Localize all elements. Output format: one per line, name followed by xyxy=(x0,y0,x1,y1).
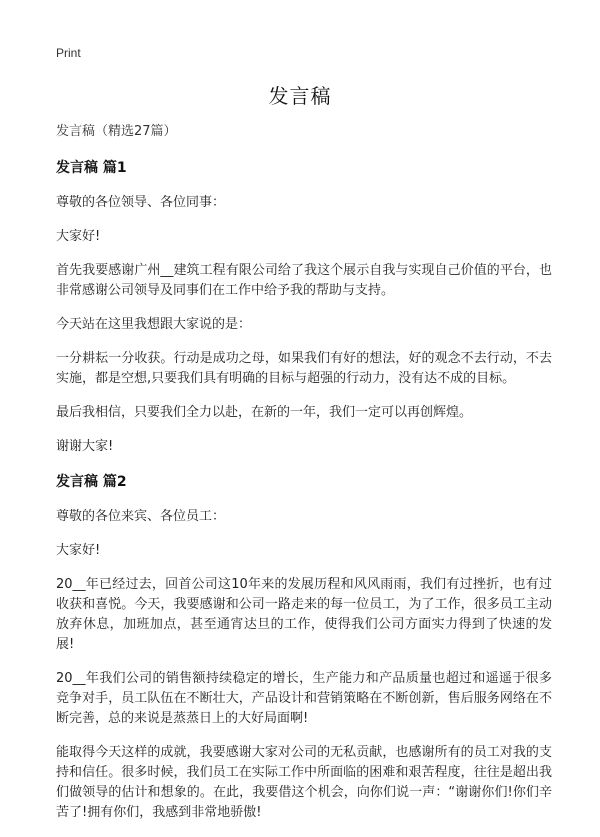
paragraph: 今天站在这里我想跟大家说的是： xyxy=(56,317,252,332)
section-2 xyxy=(56,471,552,823)
paragraph: 20__年我们公司的销售额持续稳定的增长，生产能力和产品质量也超过和遥遥于很多竞争对手，员工队伍在不断壮大，产品设计和营销策略在不断创新，售后服务网络在不断完善，总的来说是蒸蒸日上的大好局面啊! xyxy=(56,671,552,726)
paragraph: 尊敬的各位领导、各位同事： xyxy=(56,195,226,210)
paragraph: 20__年已经过去，回首公司这10年来的发展历程和风风雨雨，我们有过挫折，也有过收获和喜悦。今天，我要感谢和公司一路走来的每一位员工，为了工作，很多员工主动放弃休息，加班加点，甚至通宵达旦的工作，使得我们公司方面实力得到了快速的发展! xyxy=(56,577,552,652)
print-label: Print xyxy=(56,46,81,60)
section-title: 发言稿 篇2 xyxy=(56,474,127,490)
paragraph: 谢谢大家! xyxy=(56,439,114,454)
paragraph: 尊敬的各位来宾、各位员工： xyxy=(56,509,226,524)
document-subtitle: 发言稿（精选27篇） xyxy=(56,124,177,139)
section-title: 发言稿 篇1 xyxy=(56,160,127,176)
paragraph: 一分耕耘一分收获。行动是成功之母，如果我们有好的想法，好的观念不去行动，不去实施，都是空想,只要我们具有明确的目标与超强的行动力，没有达不成的目标。 xyxy=(56,351,552,386)
paragraph: 大家好! xyxy=(56,543,101,558)
section-1 xyxy=(56,157,552,457)
document-body xyxy=(56,120,552,837)
document-title: 发言稿 xyxy=(268,84,332,108)
paragraph: 能取得今天这样的成就，我要感谢大家对公司的无私贡献，也感谢所有的员工对我的支持和信任。很多时候，我们员工在实际工作中所面临的困难和艰苦程度，往往是超出我们做领导的估计和想象的。在此，我要借这个机会，向你们说一声：“谢谢你们!你们辛苦了!拥有你们，我感到非常地骄傲! xyxy=(56,745,552,820)
paragraph: 首先我要感谢广州__建筑工程有限公司给了我这个展示自我与实现自己价值的平台，也非常感谢公司领导及同事们在工作中给予我的帮助与支持。 xyxy=(56,263,552,298)
paragraph: 大家好! xyxy=(56,229,101,244)
paragraph: 最后我相信，只要我们全力以赴，在新的一年，我们一定可以再创辉煌。 xyxy=(56,405,473,420)
